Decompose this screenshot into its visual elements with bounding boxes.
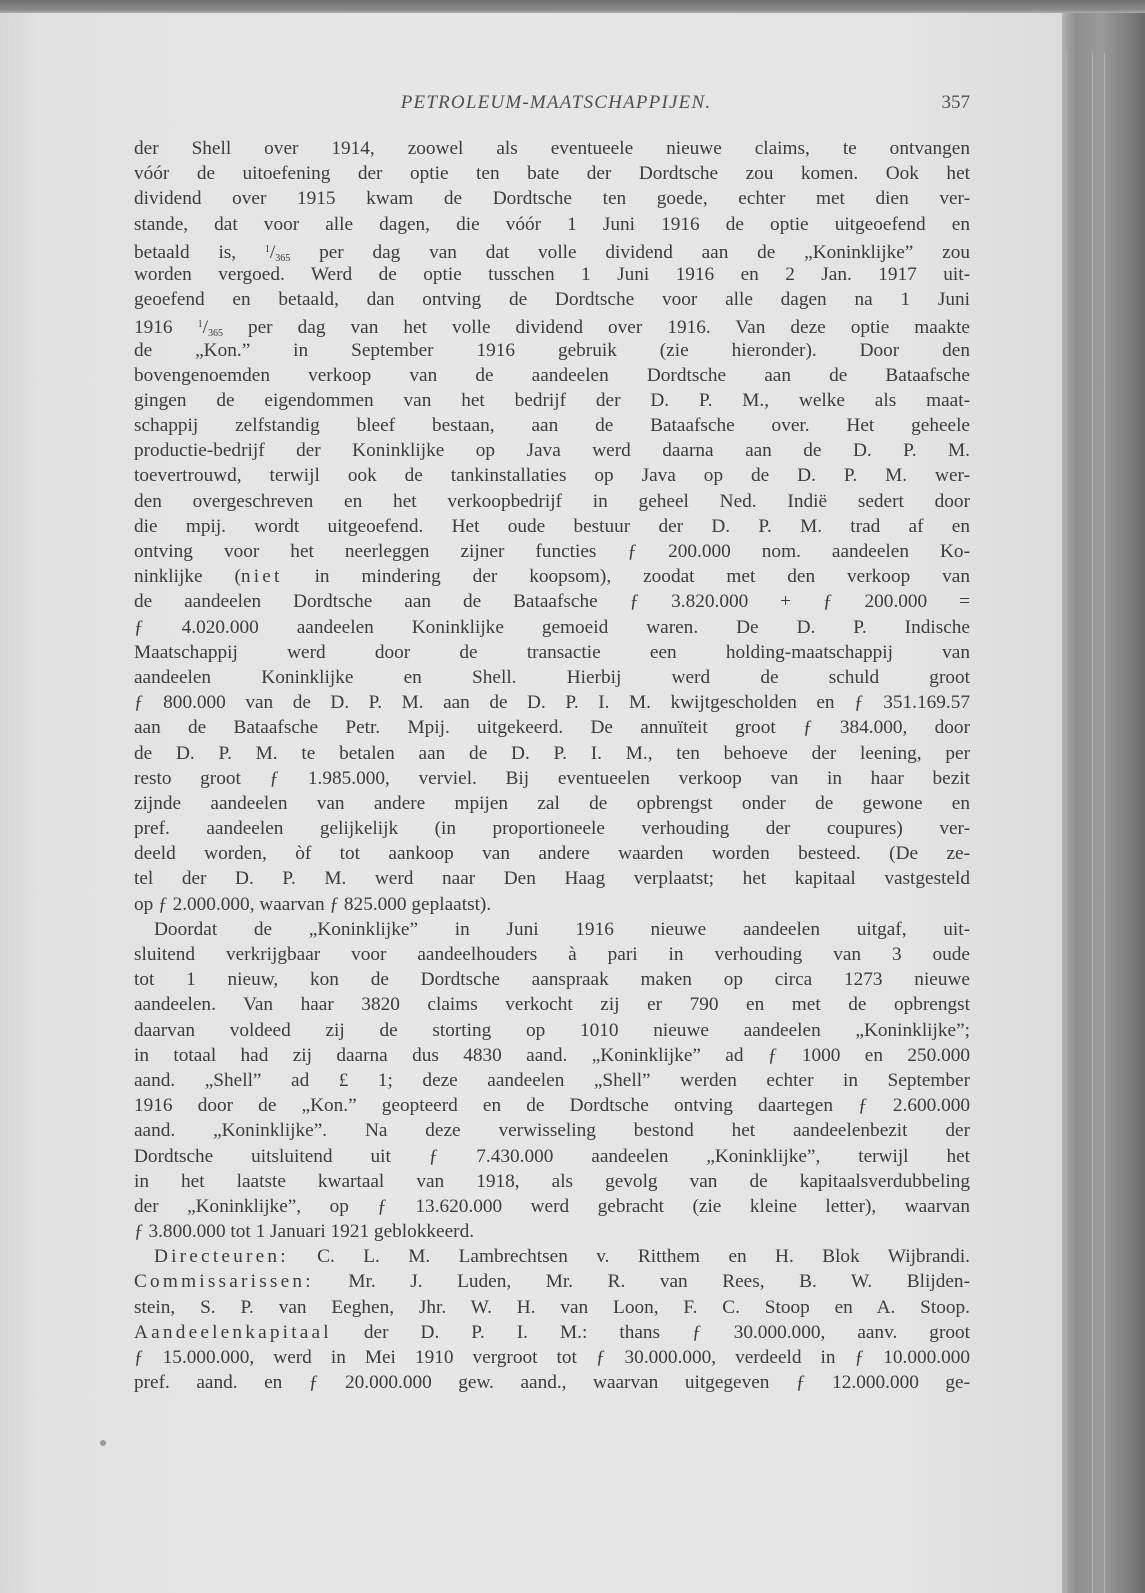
text-line-with-spaced-word: ninklijke (niet in mindering der koopsom), zoodat met den verkoop van [134,566,970,588]
text-line: de „Kon.” in September 1916 gebruik (zie hieronder). Door den [134,339,970,361]
text-line: zijnde aandeelen van andere mpijen zal de opbrengst onder de gewone en [134,792,970,814]
book-spine-edge [1062,13,1145,1593]
body-text [134,136,970,1395]
text-line: worden vergoed. Werd de optie tusschen 1 Juni 1916 en 2 Jan. 1917 uit- [134,263,970,285]
text-line: tot 1 nieuw, kon de Dordtsche aanspraak maken op circa 1273 nieuwe [134,969,970,991]
text-line: gingen de eigendommen van het bedrijf der D. P. M., welke als maat- [134,389,970,411]
text-line: stein, S. P. van Eeghen, Jhr. W. H. van Loon, F. C. Stoop en A. Stoop. [134,1296,970,1318]
text-line: der Shell over 1914, zoowel als eventueele nieuwe claims, te ontvangen [134,138,970,159]
commissarissen-section: Commissarissen: Mr. J. Luden, Mr. R. van Rees, B. W. Blijden- [134,1271,970,1293]
text-line: deeld worden, òf tot aankoop van andere waarden worden besteed. (De ze- [134,843,970,865]
text-line: resto groot ƒ 1.985.000, verviel. Bij eventueelen verkoop van in haar bezit [134,767,970,789]
section-label: Directeuren: [154,1246,289,1268]
text-line: sluitend verkrijgbaar voor aandeelhouders à pari in verhouding van 3 oude [134,944,970,965]
text-line: stande, dat voor alle dagen, die vóór 1 Juni 1916 de optie uitgeoefend en [134,213,970,235]
running-title: PETROLEUM-MAATSCHAPPIJEN. [400,92,712,113]
text-line: ƒ 15.000.000, werd in Mei 1910 vergroot tot ƒ 30.000.000, verdeeld in ƒ 10.000.000 [134,1347,970,1368]
text-line: Dordtsche uitsluitend uit ƒ 7.430.000 aandeelen „Koninklijke”, terwijl het [134,1145,970,1167]
text-line-with-fraction: betaald is, $^1/_{365}$ per dag van dat volle dividend aan de „Koninklijke” zou [134,241,970,264]
section-label: Aandeelenkapitaal [134,1321,332,1343]
text-line: productie-bedrijf der Koninklijke op Java werd daarna aan de D. P. M. [134,440,970,462]
text-line: bovengenoemden verkoop van de aandeelen Dordtsche aan de Bataafsche [134,364,970,386]
text-line: der „Koninklijke”, op ƒ 13.620.000 werd gebracht (zie kleine letter), waarvan [134,1195,970,1217]
text-line: die mpij. wordt uitgeoefend. Het oude bestuur der D. P. M. trad af en [134,515,970,537]
text-line: aand. „Koninklijke”. Na deze verwisseling bestond het aandeelenbezit der [134,1120,970,1142]
paragraph-start: Doordat de „Koninklijke” in Juni 1916 nieuwe aandeelen uitgaf, uit- [154,918,970,940]
text-line: ƒ 3.800.000 tot 1 Januari 1921 geblokkeerd. [134,1221,475,1243]
text-line: in het laatste kwartaal van 1918, als gevolg van de kapitaalsverdubbeling [134,1170,970,1192]
text-line: op ƒ 2.000.000, waarvan ƒ 825.000 geplaatst). [134,893,492,915]
text-line: de D. P. M. te betalen aan de D. P. I. M., ten behoeve der leening, per [134,742,970,764]
emphasis-spaced: niet [240,566,283,588]
directeuren-section: Directeuren: C. L. M. Lambrechtsen v. Ritthem en H. Blok Wijbrandi. [154,1246,970,1268]
text-line: ƒ 800.000 van de D. P. M. aan de D. P. I. M. kwijtgescholden en ƒ 351.169.57 [134,692,970,714]
text-line: vóór de uitoefening der optie ten bate der Dordtsche zou komen. Ook het [134,163,970,185]
page-left-edge [6,20,9,1580]
text-line: dividend over 1915 kwam de Dordtsche ten goede, echter met dien ver- [134,188,970,210]
text-line: toevertrouwd, terwijl ook de tankinstallaties op Java op de D. P. M. wer- [134,465,970,487]
text-line: ontving voor het neerleggen zijner functies ƒ 200.000 nom. aandeelen Ko- [134,541,970,562]
text-line: pref. aandeelen gelijkelijk (in proportioneele verhouding der coupures) ver- [134,818,970,840]
text-line-with-fraction: 1916 $^1/_{365}$ per dag van het volle dividend over 1916. Van deze optie maakte [134,317,970,340]
aandeelenkapitaal-section: Aandeelenkapitaal der D. P. I. M.: thans ƒ 30.000.000, aanv. groot [134,1321,970,1343]
text-line: den overgeschreven en het verkoopbedrijf in geheel Ned. Indië sedert door [134,490,970,512]
page-header [136,90,976,120]
text-line: 1916 door de „Kon.” geopteerd en de Dordtsche ontving daartegen ƒ 2.600.000 [134,1095,970,1117]
scan-top-edge [0,0,1145,14]
text-line: Maatschappij werd door de transactie een holding-maatschappij van [134,641,970,663]
text-line: ƒ 4.020.000 aandeelen Koninklijke gemoeid waren. De D. P. Indische [134,616,970,638]
text-line: tel der D. P. M. werd naar Den Haag verplaatst; het kapitaal vastgesteld [134,868,970,890]
text-line: aandeelen Koninklijke en Shell. Hierbij werd de schuld groot [134,666,970,688]
scan-speck [100,1440,106,1446]
text-line: aan de Bataafsche Petr. Mpij. uitgekeerd. De annuïteit groot ƒ 384.000, door [134,717,970,739]
text-line: aandeelen. Van haar 3820 claims verkocht zij er 790 en met de opbrengst [134,994,970,1016]
text-line: daarvan voldeed zij de storting op 1010 nieuwe aandeelen „Koninklijke”; [134,1019,970,1041]
text-line: aand. „Shell” ad £ 1; deze aandeelen „Shell” werden echter in September [134,1069,970,1091]
text-line: de aandeelen Dordtsche aan de Bataafsche ƒ 3.820.000 + ƒ 200.000 = [134,591,970,613]
section-label: Commissarissen: [134,1271,314,1293]
text-line: in totaal had zij daarna dus 4830 aand. „Koninklijke” ad ƒ 1000 en 250.000 [134,1044,970,1066]
text-line: pref. aand. en ƒ 20.000.000 gew. aand., waarvan uitgegeven ƒ 12.000.000 ge- [134,1372,970,1394]
text-line: schappij zelfstandig bleef bestaan, aan de Bataafsche over. Het geheele [134,415,970,437]
text-line: geoefend en betaald, dan ontving de Dordtsche voor alle dagen na 1 Juni [134,289,970,311]
page-number: 357 [941,92,970,113]
